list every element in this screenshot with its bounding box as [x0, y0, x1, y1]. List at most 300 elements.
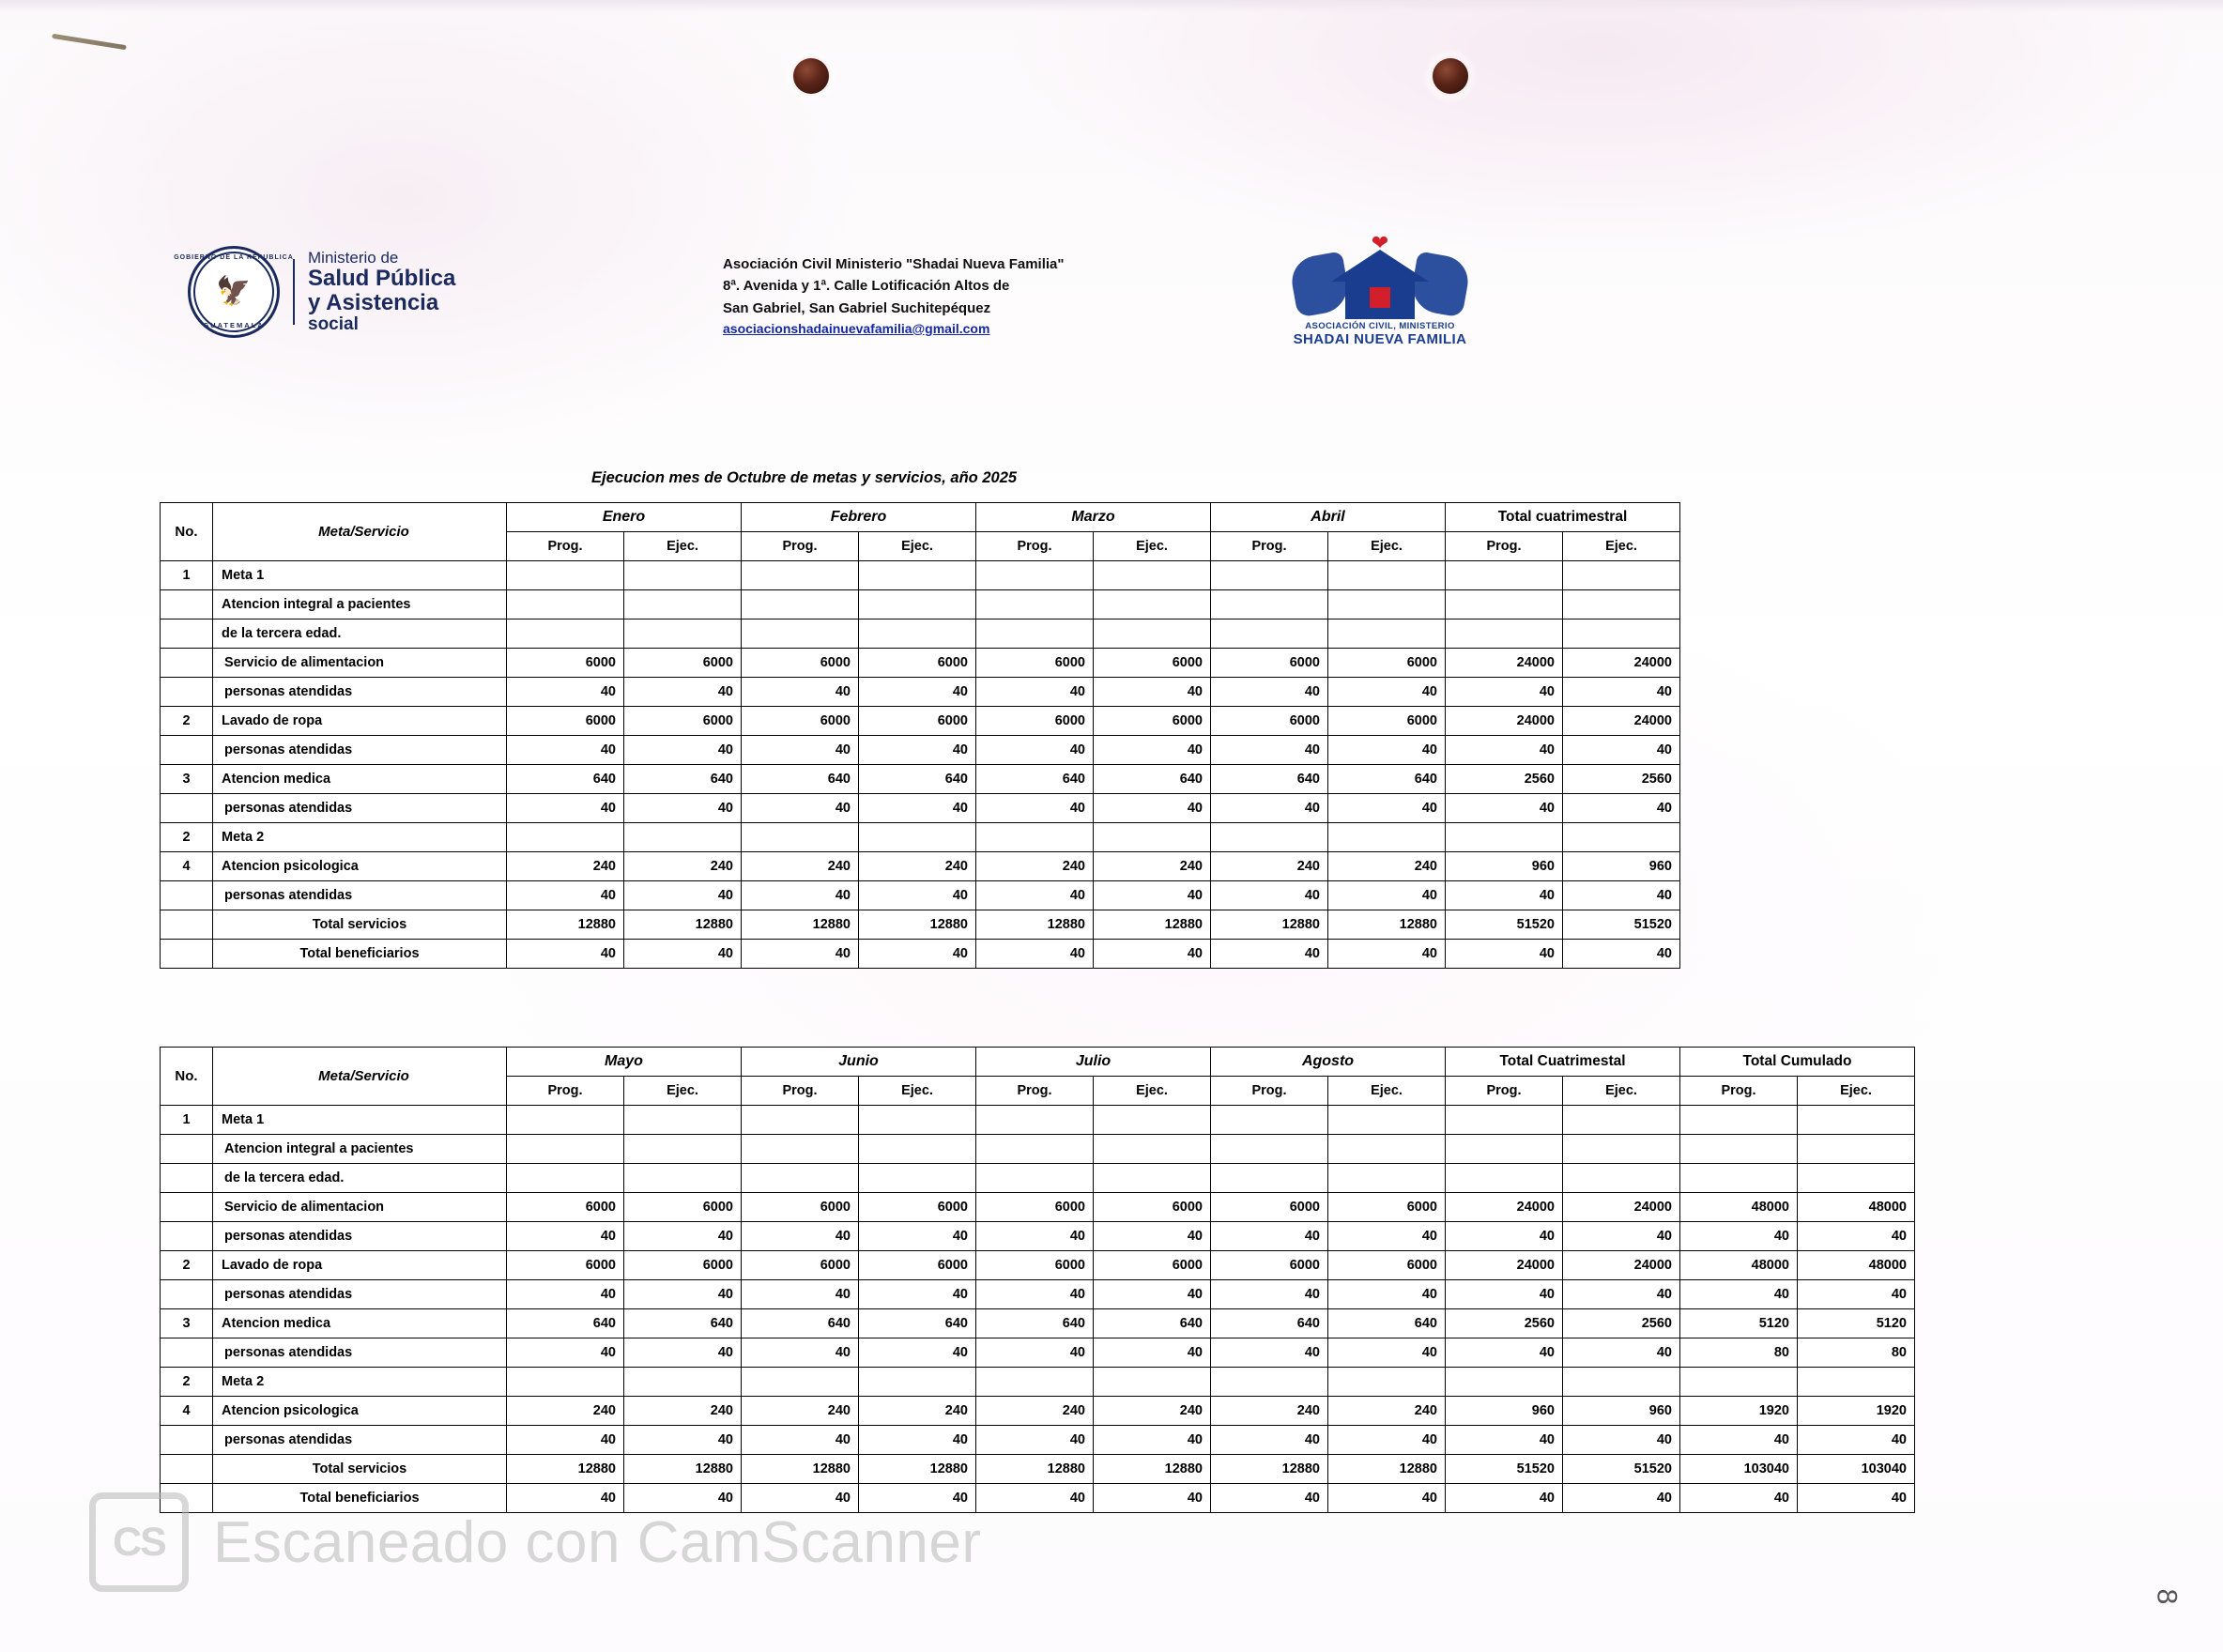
row-value: 6000 — [742, 1193, 859, 1222]
row-value — [976, 823, 1094, 852]
row-value — [624, 620, 742, 649]
table2-sub-agosto-prog: Prog. — [1211, 1077, 1328, 1106]
row-value: 1920 — [1680, 1397, 1798, 1426]
table2-sub-junio-ejec: Ejec. — [859, 1077, 976, 1106]
row-label: personas atendidas — [213, 1338, 507, 1368]
row-label: Atencion integral a pacientes — [213, 590, 507, 620]
row-value: 6000 — [624, 707, 742, 736]
row-value: 40 — [1446, 1484, 1563, 1513]
camscanner-badge-icon: CS — [89, 1492, 189, 1592]
row-value: 40 — [507, 940, 624, 969]
table2-sub-mayo-ejec: Ejec. — [624, 1077, 742, 1106]
row-value: 48000 — [1798, 1251, 1915, 1280]
row-label: Atencion medica — [213, 1309, 507, 1338]
row-value: 40 — [1328, 1426, 1446, 1455]
row-label: Servicio de alimentacion — [213, 649, 507, 678]
row-value — [1798, 1106, 1915, 1135]
table-row — [161, 852, 1680, 881]
table2-group-total-cuatrimestal: Total Cuatrimestal — [1446, 1048, 1680, 1077]
table2-sub-cuatrimestal-ejec: Ejec. — [1563, 1077, 1680, 1106]
row-value — [1094, 620, 1211, 649]
table1-head — [161, 503, 1680, 561]
table1-sub-marzo-ejec: Ejec. — [1094, 532, 1211, 561]
table-row — [161, 1397, 1915, 1426]
row-value — [859, 590, 976, 620]
row-value — [859, 620, 976, 649]
row-value — [507, 561, 624, 590]
row-value: 40 — [1211, 1338, 1328, 1368]
row-value: 40 — [976, 736, 1094, 765]
row-value: 40 — [507, 678, 624, 707]
row-number: 3 — [161, 765, 213, 794]
row-value: 40 — [507, 1338, 624, 1368]
row-value: 12880 — [1328, 910, 1446, 940]
row-value: 640 — [507, 765, 624, 794]
row-value: 24000 — [1446, 707, 1563, 736]
row-value — [1328, 620, 1446, 649]
row-value: 6000 — [742, 707, 859, 736]
table2-group-total-cumulado: Total Cumulado — [1680, 1048, 1915, 1077]
row-number: 2 — [161, 707, 213, 736]
row-value: 40 — [976, 881, 1094, 910]
row-number: 2 — [161, 823, 213, 852]
row-value: 240 — [976, 1397, 1094, 1426]
table-row — [161, 1368, 1915, 1397]
row-value: 40 — [1211, 1426, 1328, 1455]
table1-sub-total-prog: Prog. — [1446, 532, 1563, 561]
row-value — [1563, 1164, 1680, 1193]
row-value: 6000 — [1328, 1193, 1446, 1222]
association-address-2: San Gabriel, San Gabriel Suchitepéquez — [723, 299, 991, 316]
row-value: 6000 — [1328, 649, 1446, 678]
logo-divider — [293, 259, 295, 325]
table1-col-no: No. — [161, 503, 213, 561]
row-value — [742, 590, 859, 620]
row-value — [742, 561, 859, 590]
row-value — [1798, 1135, 1915, 1164]
row-value: 40 — [1094, 794, 1211, 823]
row-value: 40 — [1446, 940, 1563, 969]
table-row — [161, 1309, 1915, 1338]
row-value — [1446, 1106, 1563, 1135]
row-value: 40 — [1328, 794, 1446, 823]
row-number: 1 — [161, 1106, 213, 1135]
row-value — [1211, 1368, 1328, 1397]
row-value: 40 — [1211, 1222, 1328, 1251]
row-value: 40 — [507, 794, 624, 823]
row-value: 40 — [742, 1426, 859, 1455]
table1-header-row-groups — [161, 503, 1680, 532]
row-value: 24000 — [1446, 1193, 1563, 1222]
row-number — [161, 590, 213, 620]
row-label: personas atendidas — [213, 736, 507, 765]
row-number — [161, 678, 213, 707]
table2-sub-julio-ejec: Ejec. — [1094, 1077, 1211, 1106]
binder-pin-right — [1433, 58, 1468, 94]
table-row — [161, 707, 1680, 736]
table-row — [161, 620, 1680, 649]
row-value: 240 — [1328, 1397, 1446, 1426]
row-number — [161, 1338, 213, 1368]
table-row — [161, 1106, 1915, 1135]
row-value: 12880 — [1211, 1455, 1328, 1484]
row-value: 240 — [1094, 1397, 1211, 1426]
row-value — [859, 561, 976, 590]
row-value: 40 — [507, 1222, 624, 1251]
row-value — [624, 1164, 742, 1193]
row-value — [1211, 620, 1328, 649]
row-value: 40 — [1211, 881, 1328, 910]
row-value: 6000 — [1211, 649, 1328, 678]
row-value: 40 — [742, 1338, 859, 1368]
row-value: 40 — [742, 1280, 859, 1309]
row-value: 40 — [624, 1426, 742, 1455]
row-number — [161, 736, 213, 765]
row-value: 2560 — [1563, 765, 1680, 794]
row-value — [1094, 561, 1211, 590]
house-window-shape — [1370, 287, 1390, 308]
row-value: 40 — [859, 678, 976, 707]
row-value: 40 — [1328, 1280, 1446, 1309]
association-name: Asociación Civil Ministerio "Shadai Nueva Familia" — [723, 256, 1065, 272]
row-value: 240 — [859, 1397, 976, 1426]
row-value — [976, 1164, 1094, 1193]
row-value — [1446, 561, 1563, 590]
row-number — [161, 940, 213, 969]
row-value: 40 — [1563, 940, 1680, 969]
row-value: 40 — [1798, 1222, 1915, 1251]
row-value: 40 — [976, 678, 1094, 707]
table1-sub-total-ejec: Ejec. — [1563, 532, 1680, 561]
binder-pin-left — [793, 58, 829, 94]
table-row — [161, 1193, 1915, 1222]
row-value: 40 — [1211, 1484, 1328, 1513]
row-label: Total beneficiarios — [213, 940, 507, 969]
row-value — [507, 1135, 624, 1164]
row-value — [507, 590, 624, 620]
row-value — [1563, 1368, 1680, 1397]
scan-artifact-scratch — [52, 34, 127, 50]
association-logo-line-1: ASOCIACIÓN CIVIL, MINISTERIO — [1305, 321, 1455, 331]
row-value: 240 — [624, 852, 742, 881]
row-value: 40 — [507, 736, 624, 765]
row-value: 40 — [1094, 1484, 1211, 1513]
row-value: 12880 — [859, 1455, 976, 1484]
row-value — [1680, 1368, 1798, 1397]
row-value: 2560 — [1446, 1309, 1563, 1338]
table1-sub-enero-ejec: Ejec. — [624, 532, 742, 561]
row-value — [1094, 823, 1211, 852]
row-value: 240 — [742, 1397, 859, 1426]
table1-sub-febrero-prog: Prog. — [742, 532, 859, 561]
row-value: 960 — [1563, 852, 1680, 881]
row-value: 40 — [859, 736, 976, 765]
page-title: Ejecucion mes de Octubre de metas y servicios, año 2025 — [591, 469, 1018, 486]
row-value: 40 — [859, 881, 976, 910]
row-value: 40 — [859, 794, 976, 823]
table-row — [161, 881, 1680, 910]
row-value — [1328, 1164, 1446, 1193]
house-roof-shape — [1331, 250, 1429, 282]
row-value: 40 — [1094, 678, 1211, 707]
row-value: 6000 — [859, 1193, 976, 1222]
row-label: de la tercera edad. — [213, 1164, 507, 1193]
table2-header-row-groups — [161, 1048, 1915, 1077]
row-value: 40 — [1563, 1338, 1680, 1368]
quetzal-icon: 🦅 — [216, 276, 252, 307]
row-value — [976, 590, 1094, 620]
row-value: 40 — [1211, 736, 1328, 765]
row-value: 6000 — [1094, 649, 1211, 678]
table1-sub-abril-prog: Prog. — [1211, 532, 1328, 561]
row-value — [1094, 1106, 1211, 1135]
table-row — [161, 1164, 1915, 1193]
row-value: 6000 — [1211, 1251, 1328, 1280]
row-value — [1446, 1164, 1563, 1193]
row-value: 40 — [976, 1338, 1094, 1368]
row-value: 40 — [742, 736, 859, 765]
row-label: Lavado de ropa — [213, 707, 507, 736]
row-label: Servicio de alimentacion — [213, 1193, 507, 1222]
row-value — [1211, 1164, 1328, 1193]
row-value — [1211, 1135, 1328, 1164]
page-number: 8 — [2151, 1588, 2183, 1605]
row-value — [1211, 590, 1328, 620]
ministry-line-3: y Asistencia — [308, 289, 439, 315]
row-value: 40 — [624, 794, 742, 823]
row-value — [859, 1135, 976, 1164]
row-value: 40 — [1446, 1222, 1563, 1251]
row-value: 40 — [742, 678, 859, 707]
row-label: Total beneficiarios — [213, 1484, 507, 1513]
row-value: 6000 — [1094, 707, 1211, 736]
row-value: 240 — [1211, 1397, 1328, 1426]
table2-sub-agosto-ejec: Ejec. — [1328, 1077, 1446, 1106]
row-value: 6000 — [1328, 1251, 1446, 1280]
row-value — [1563, 590, 1680, 620]
row-value — [1680, 1164, 1798, 1193]
row-value — [624, 1106, 742, 1135]
row-value: 40 — [1211, 794, 1328, 823]
association-logo-block — [1263, 231, 1497, 347]
row-value — [859, 823, 976, 852]
row-value: 40 — [859, 1222, 976, 1251]
table1-group-abril: Abril — [1211, 503, 1446, 532]
row-value: 40 — [976, 794, 1094, 823]
row-value: 6000 — [1211, 707, 1328, 736]
row-value — [976, 1106, 1094, 1135]
row-value — [624, 1135, 742, 1164]
table-total-row — [161, 940, 1680, 969]
row-value: 24000 — [1563, 1251, 1680, 1280]
row-value: 24000 — [1563, 707, 1680, 736]
camscanner-watermark — [89, 1492, 981, 1592]
row-value — [742, 1135, 859, 1164]
document-header — [0, 231, 2223, 394]
row-value — [1328, 1106, 1446, 1135]
row-label: Lavado de ropa — [213, 1251, 507, 1280]
ministry-line-2: Salud Pública — [308, 266, 456, 292]
row-value: 12880 — [507, 1455, 624, 1484]
row-value: 40 — [624, 1222, 742, 1251]
row-value — [1446, 1368, 1563, 1397]
row-value: 2560 — [1446, 765, 1563, 794]
row-value — [1446, 590, 1563, 620]
row-value: 51520 — [1446, 910, 1563, 940]
row-value: 6000 — [1328, 707, 1446, 736]
row-value: 40 — [1680, 1484, 1798, 1513]
row-value: 40 — [1680, 1280, 1798, 1309]
row-value — [1563, 620, 1680, 649]
row-number — [161, 881, 213, 910]
row-value: 24000 — [1446, 649, 1563, 678]
row-value — [1094, 1368, 1211, 1397]
row-value — [1094, 590, 1211, 620]
row-value: 240 — [507, 852, 624, 881]
row-value: 640 — [976, 1309, 1094, 1338]
seal-bottom-text: GUATEMALA — [203, 321, 265, 329]
row-value: 40 — [1446, 881, 1563, 910]
row-value: 6000 — [742, 1251, 859, 1280]
ministry-line-1: Ministerio de — [308, 248, 399, 267]
row-value — [1094, 1135, 1211, 1164]
execution-table-first-quadmester — [160, 502, 1680, 969]
row-value: 6000 — [742, 649, 859, 678]
row-value: 6000 — [507, 1193, 624, 1222]
row-number: 4 — [161, 1397, 213, 1426]
row-label: Atencion psicologica — [213, 1397, 507, 1426]
row-value: 240 — [976, 852, 1094, 881]
row-value — [507, 1164, 624, 1193]
association-email-link[interactable]: asociacionshadainuevafamilia@gmail.com — [723, 320, 990, 336]
row-number — [161, 910, 213, 940]
table1-group-enero: Enero — [507, 503, 742, 532]
row-value: 40 — [1094, 940, 1211, 969]
row-value — [1328, 590, 1446, 620]
row-value: 24000 — [1446, 1251, 1563, 1280]
row-value — [507, 620, 624, 649]
association-logo-line-2: SHADAI NUEVA FAMILIA — [1293, 331, 1467, 347]
row-label: personas atendidas — [213, 1280, 507, 1309]
heart-icon: ❤ — [1371, 231, 1389, 254]
table2-col-no: No. — [161, 1048, 213, 1106]
row-value — [624, 823, 742, 852]
row-value: 40 — [1328, 1222, 1446, 1251]
table-row — [161, 590, 1680, 620]
row-value: 6000 — [624, 649, 742, 678]
row-value: 6000 — [976, 1193, 1094, 1222]
row-value: 40 — [1680, 1426, 1798, 1455]
row-value — [507, 823, 624, 852]
row-value: 40 — [1563, 794, 1680, 823]
row-value: 6000 — [859, 649, 976, 678]
row-number: 1 — [161, 561, 213, 590]
row-value: 40 — [1680, 1222, 1798, 1251]
table1-sub-marzo-prog: Prog. — [976, 532, 1094, 561]
table-total-row — [161, 910, 1680, 940]
ministry-line-4: social — [308, 314, 359, 334]
row-value: 40 — [507, 1280, 624, 1309]
row-value: 640 — [859, 1309, 976, 1338]
row-value: 6000 — [624, 1251, 742, 1280]
row-value: 40 — [1446, 1280, 1563, 1309]
row-value: 40 — [1211, 1280, 1328, 1309]
row-value: 40 — [1211, 940, 1328, 969]
row-value: 40 — [624, 1484, 742, 1513]
table-row — [161, 1251, 1915, 1280]
table-row — [161, 794, 1680, 823]
association-address-1: 8ª. Avenida y 1ª. Calle Lotificación Altos de — [723, 278, 1010, 295]
row-value: 640 — [742, 765, 859, 794]
row-number — [161, 620, 213, 649]
table2-head — [161, 1048, 1915, 1106]
table2-group-mayo: Mayo — [507, 1048, 742, 1077]
row-label: Total servicios — [213, 1455, 507, 1484]
row-value: 40 — [1798, 1280, 1915, 1309]
row-value — [976, 561, 1094, 590]
row-value: 640 — [1211, 1309, 1328, 1338]
row-value — [859, 1368, 976, 1397]
table2-sub-julio-prog: Prog. — [976, 1077, 1094, 1106]
row-value — [742, 1164, 859, 1193]
row-value: 640 — [859, 765, 976, 794]
row-value: 6000 — [976, 649, 1094, 678]
row-value: 40 — [1094, 1338, 1211, 1368]
row-value — [1328, 1368, 1446, 1397]
row-value: 6000 — [1211, 1193, 1328, 1222]
row-value: 640 — [742, 1309, 859, 1338]
row-value: 48000 — [1798, 1193, 1915, 1222]
row-value: 6000 — [976, 1251, 1094, 1280]
row-value: 40 — [742, 881, 859, 910]
table-row — [161, 823, 1680, 852]
table1-sub-febrero-ejec: Ejec. — [859, 532, 976, 561]
row-value: 40 — [976, 1280, 1094, 1309]
row-number — [161, 1222, 213, 1251]
table1-col-meta: Meta/Servicio — [213, 503, 507, 561]
row-value: 103040 — [1798, 1455, 1915, 1484]
table1-group-marzo: Marzo — [976, 503, 1211, 532]
row-value: 12880 — [976, 1455, 1094, 1484]
row-value: 240 — [742, 852, 859, 881]
row-value: 6000 — [1094, 1251, 1211, 1280]
row-number: 2 — [161, 1251, 213, 1280]
row-value: 40 — [507, 1426, 624, 1455]
table1-sub-enero-prog: Prog. — [507, 532, 624, 561]
row-value: 6000 — [1094, 1193, 1211, 1222]
row-value: 40 — [1446, 736, 1563, 765]
row-value: 40 — [1094, 881, 1211, 910]
row-value: 80 — [1680, 1338, 1798, 1368]
execution-table-second-quadmester — [160, 1047, 1915, 1513]
row-number: 2 — [161, 1368, 213, 1397]
row-value: 40 — [859, 1338, 976, 1368]
row-value: 2560 — [1563, 1309, 1680, 1338]
row-value: 40 — [1211, 678, 1328, 707]
table1-group-febrero: Febrero — [742, 503, 976, 532]
row-value — [1798, 1368, 1915, 1397]
row-value: 640 — [1094, 1309, 1211, 1338]
row-value: 6000 — [976, 707, 1094, 736]
row-value: 51520 — [1563, 910, 1680, 940]
table-row — [161, 1338, 1915, 1368]
row-value: 12880 — [507, 910, 624, 940]
row-value: 640 — [507, 1309, 624, 1338]
row-value: 640 — [976, 765, 1094, 794]
table2-sub-cumulado-prog: Prog. — [1680, 1077, 1798, 1106]
row-value: 40 — [1563, 736, 1680, 765]
table-row — [161, 561, 1680, 590]
